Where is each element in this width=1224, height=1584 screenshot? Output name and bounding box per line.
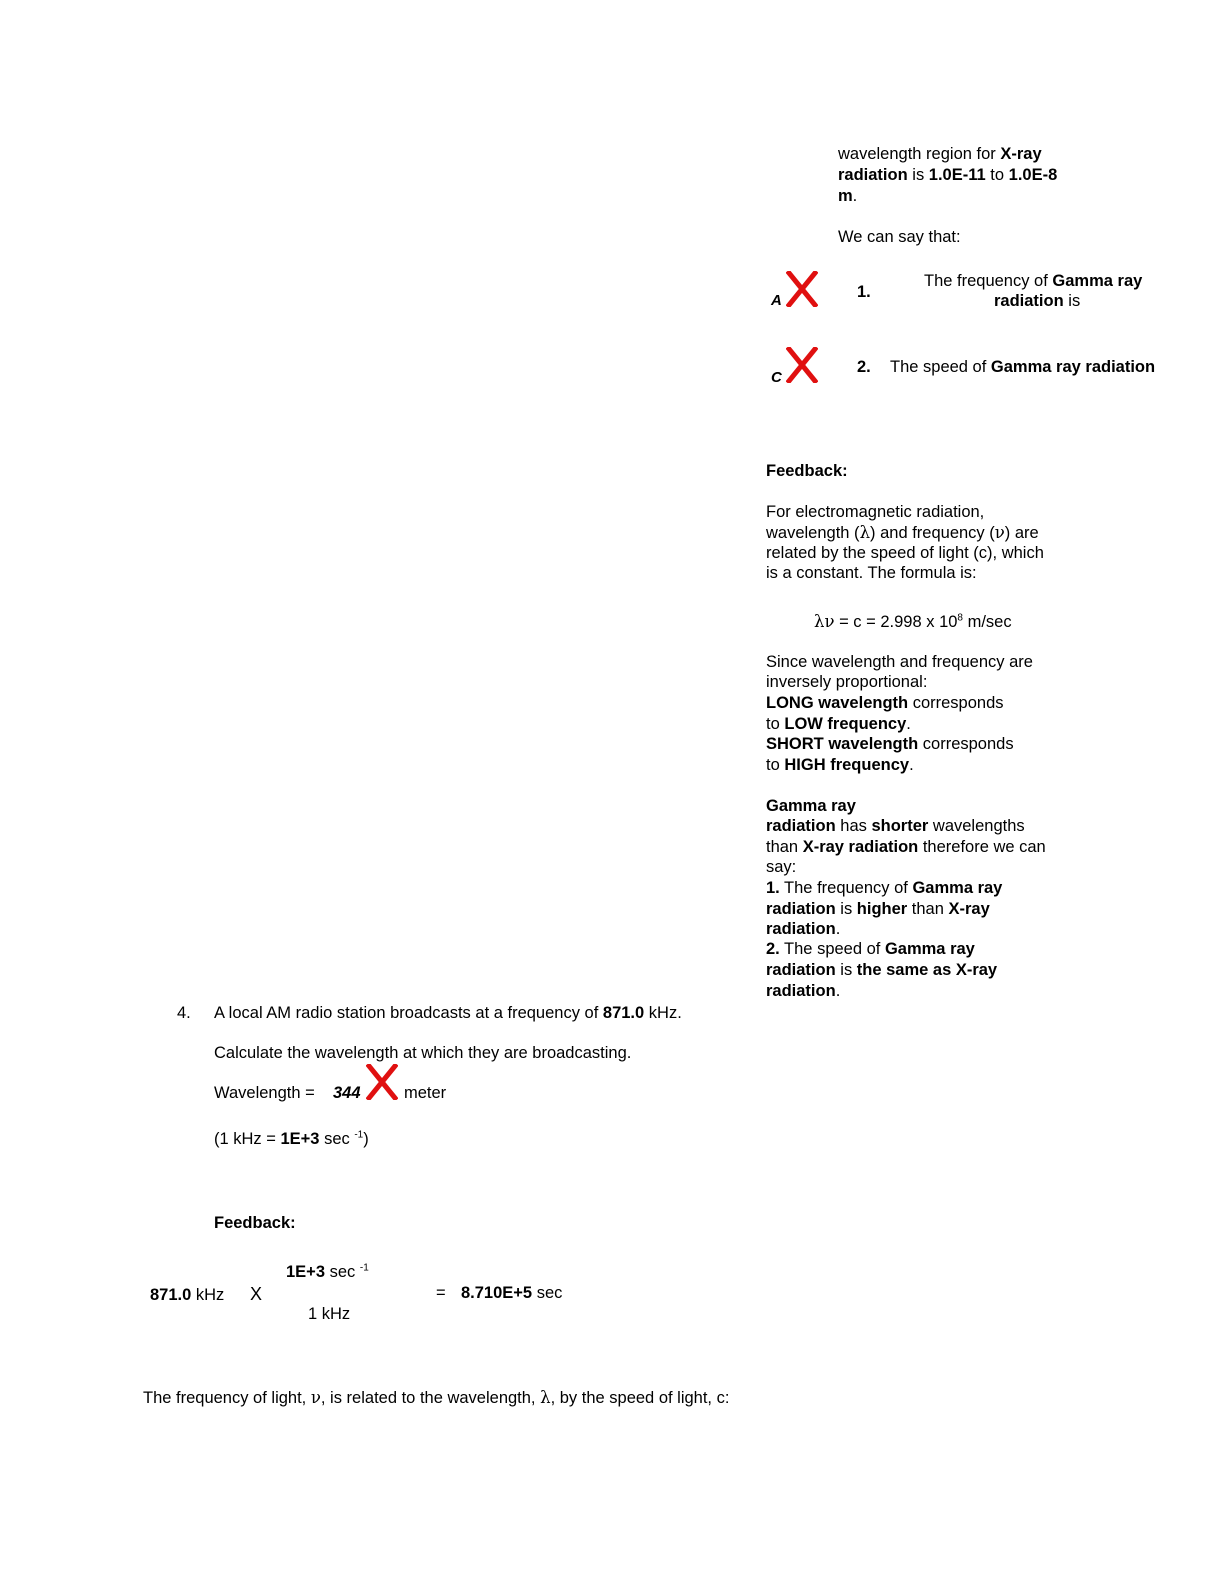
q3-feedback-p1-line-2: wavelength (λ) and frequency (ν) are [766, 523, 1039, 542]
answer-letter-a: A [771, 292, 782, 309]
q3-intro-line-3: m. [838, 187, 858, 205]
q4-instruction: Calculate the wavelength at which they are broadcasting. [214, 1044, 632, 1062]
q3-feedback-p3-line-1: Gamma ray [766, 797, 856, 815]
answer-text-1-line-1: The frequency of Gamma ray [924, 272, 1143, 290]
answer-number-2: 2. [857, 358, 871, 376]
q3-feedback-p2-line-6: to HIGH frequency. [766, 756, 914, 774]
answer-number-1: 1. [857, 283, 871, 301]
calc-times-sign: X [250, 1284, 263, 1304]
q3-feedback-title: Feedback: [766, 462, 848, 480]
answer-letter-c: C [771, 369, 782, 386]
q3-feedback-p3-line-10: radiation. [766, 982, 841, 1000]
calc-result: 8.710E+5 sec [461, 1284, 563, 1302]
q3-feedback-p1-line-3: related by the speed of light (c), which [766, 544, 1044, 562]
answer-text-2: The speed of Gamma ray radiation [890, 358, 1156, 376]
q3-feedback-p2-line-5: SHORT wavelength corresponds [766, 735, 1014, 753]
x-icon [366, 1064, 398, 1100]
q4-conversion-note: (1 kHz = 1E+3 sec $^{-1}$) [214, 1129, 369, 1148]
q3-feedback-p3-line-4: say: [766, 858, 797, 876]
q3-feedback-p3-line-9: radiation is the same as X-ray [766, 961, 998, 979]
q3-feedback-p3-line-7: radiation. [766, 920, 841, 938]
q3-feedback-p3-line-8: 2. The speed of Gamma ray [766, 940, 975, 958]
speed-of-light-formula: λν = c = 2.998 x $10^8$ m/sec [814, 612, 1012, 631]
q3-feedback-p2-line-4: to LOW frequency. [766, 715, 911, 733]
x-icon [786, 347, 818, 383]
q3-intro-line-2: radiation is 1.0E-11 to 1.0E-8 [838, 166, 1058, 184]
q3-feedback-p2-line-2: inversely proportional: [766, 673, 928, 691]
q3-we-can-say: We can say that: [838, 228, 961, 246]
q4-feedback-title: Feedback: [214, 1214, 296, 1232]
calc-denominator: 1 kHz [308, 1305, 351, 1323]
closing-statement: The frequency of light, ν, is related to the wavelength, λ, by the speed of light, c: [143, 1388, 730, 1407]
q3-intro-line-1: wavelength region for X-ray [838, 145, 1042, 163]
q3-feedback-p1-line-4: is a constant. The formula is: [766, 564, 977, 582]
q3-feedback-p2-line-1: Since wavelength and frequency are [766, 653, 1033, 671]
q4-answer-value: 344 [333, 1084, 361, 1102]
q4-answer-unit: meter [404, 1084, 447, 1102]
q4-answer-label: Wavelength = [214, 1084, 315, 1102]
q3-feedback-p1-line-1: For electromagnetic radiation, [766, 503, 985, 521]
answer-text-1-line-2: radiation is [994, 292, 1081, 310]
x-icon [786, 271, 818, 307]
q3-feedback-p3-line-3: than X-ray radiation therefore we can [766, 838, 1046, 856]
calc-equals-sign: = [436, 1284, 446, 1302]
q3-feedback-p3-line-6: radiation is higher than X-ray [766, 900, 990, 918]
calc-left-value: 871.0 kHz [150, 1286, 225, 1304]
q3-feedback-p2-line-3: LONG wavelength corresponds [766, 694, 1004, 712]
calc-numerator: 1E+3 sec $^{-1}$ [286, 1262, 369, 1281]
q4-number: 4. [177, 1004, 191, 1022]
q3-feedback-p3-line-5: 1. The frequency of Gamma ray [766, 879, 1003, 897]
q4-question-text: A local AM radio station broadcasts at a frequency of 871.0 kHz. [214, 1004, 682, 1022]
q3-feedback-p3-line-2: radiation has shorter wavelengths [766, 817, 1025, 835]
